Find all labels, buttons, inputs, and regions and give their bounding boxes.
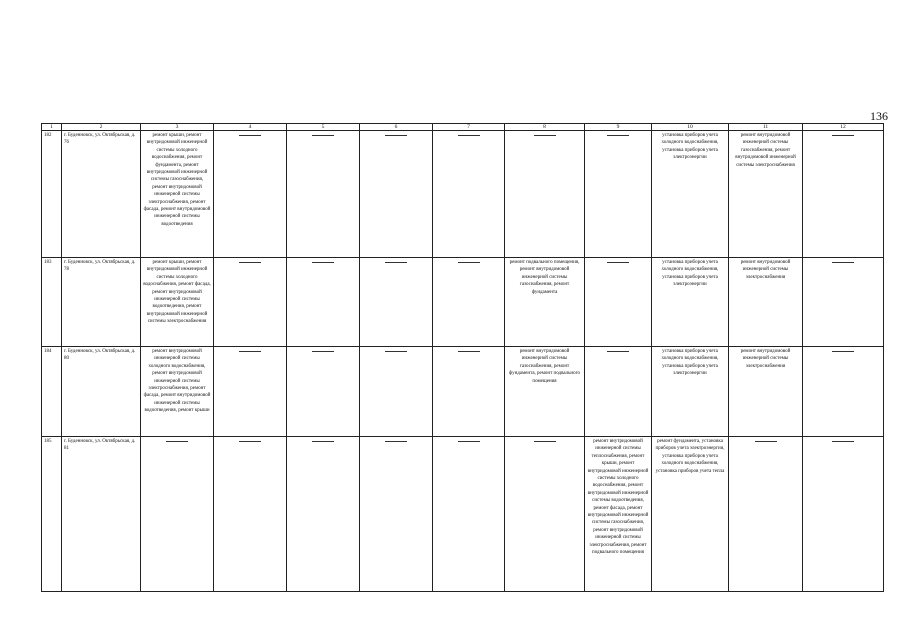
column-number: 12 [803,124,884,131]
dash-mark [832,441,854,442]
dash-mark [832,262,854,263]
dash-mark [607,351,629,352]
column-number: 2 [62,124,141,131]
dash-mark [755,441,777,442]
empty-cell [287,258,360,347]
empty-cell [585,347,652,437]
dash-mark [832,135,854,136]
empty-cell [360,347,433,437]
empty-cell [214,437,287,592]
dash-mark [607,135,629,136]
dash-mark [385,441,407,442]
column-number: 5 [287,124,360,131]
empty-cell [287,347,360,437]
column-number: 1 [42,124,62,131]
dash-mark [239,441,261,442]
table-row [42,347,884,437]
empty-cell [433,131,505,258]
column-number: 11 [729,124,803,131]
empty-cell [141,437,214,592]
work-list: установка приборов учета холодного водоснабжения, установка приборов учета электроэнергии [652,258,729,347]
row-address: г. Буденновск, ул. Октябрьская, д. 80 [62,347,141,437]
column-number-row [42,124,884,131]
work-list: ремонт крыши, ремонт внутридомовой инженерной системы холодного водоснабжения, ремонт фасада, ремонт внутридомовой инженерной системы водоотведения, ремонт внутридомовой инженерной системы электроснабжения [141,258,214,347]
column-number: 10 [652,124,729,131]
table-row [42,437,884,592]
dash-mark [534,441,556,442]
dash-mark [312,351,334,352]
dash-mark [239,135,261,136]
empty-cell [729,437,803,592]
row-number: 182 [42,131,62,258]
empty-cell [803,437,884,592]
dash-mark [385,135,407,136]
empty-cell [803,131,884,258]
row-address: г. Буденновск, ул. Октябрьская, д. 76 [62,131,141,258]
empty-cell [360,258,433,347]
empty-cell [803,347,884,437]
column-number: 8 [505,124,585,131]
table-row [42,131,884,258]
work-list: установка приборов учета холодного водоснабжения, установка приборов учета электроэнергии [652,347,729,437]
column-number: 6 [360,124,433,131]
page-number: 136 [870,109,888,123]
row-number: 183 [42,258,62,347]
dash-mark [385,351,407,352]
work-list: ремонт внутридомовой инженерной системы газоснабжения, ремонт внутридомовой инженерной системы электроснабжения [729,131,803,258]
column-number: 3 [141,124,214,131]
empty-cell [287,437,360,592]
empty-cell [287,131,360,258]
dash-mark [832,351,854,352]
dash-mark [166,441,188,442]
work-list: ремонт крыши, ремонт внутридомовой инженерной системы холодного водоснабжения, ремонт фундамента, ремонт внутридомовой инженерной системы газоснабжения, ремонт внутридомовой инженерной системы электроснабжения, ремонт фасада, ремонт внутридомовой инженерной системы водоотведения [141,131,214,258]
empty-cell [505,437,585,592]
dash-mark [239,351,261,352]
empty-cell [803,258,884,347]
column-number: 9 [585,124,652,131]
dash-mark [312,441,334,442]
row-number: 185 [42,437,62,592]
work-list: ремонт внутридомовой инженерной системы электроснабжения [729,258,803,347]
dash-mark [607,262,629,263]
work-list: ремонт фундамента, установка приборов учета электроэнергии, установка приборов учета холодного водоснабжения, установка приборов учета тепла [652,437,729,592]
empty-cell [585,131,652,258]
empty-cell [360,131,433,258]
work-list: ремонт внутридомовой инженерной системы газоснабжения, ремонт фундамента, ремонт подвального помещения [505,347,585,437]
dash-mark [458,441,480,442]
repair-schedule-table [41,123,884,592]
work-list: ремонт внутридомовой инженерной системы электроснабжения [729,347,803,437]
dash-mark [458,351,480,352]
empty-cell [214,347,287,437]
work-list: ремонт внутридомовой инженерной системы теплоснабжения, ремонт крыши, ремонт внутридомовой инженерной системы холодного водоснабжения, ремонт внутридомовой инженерной системы водоотведения, ремонт фасада, ремонт внутридомовой инженерной системы газоснабжения, ремонт внутридомовой инженерной системы электроснабжения, ремонт подвального помещения [585,437,652,592]
row-number: 184 [42,347,62,437]
table-row [42,258,884,347]
dash-mark [458,262,480,263]
empty-cell [360,437,433,592]
dash-mark [534,135,556,136]
empty-cell [585,258,652,347]
empty-cell [505,131,585,258]
empty-cell [433,258,505,347]
dash-mark [458,135,480,136]
row-address: г. Буденновск, ул. Октябрьская, д. 78 [62,258,141,347]
column-number: 4 [214,124,287,131]
dash-mark [385,262,407,263]
dash-mark [312,135,334,136]
empty-cell [214,131,287,258]
empty-cell [433,347,505,437]
row-address: г. Буденновск, ул. Октябрьская, д. 81 [62,437,141,592]
dash-mark [312,262,334,263]
dash-mark [239,262,261,263]
work-list: ремонт подвального помещения, ремонт внутридомовой инженерной системы газоснабжения, ремонт фундамента [505,258,585,347]
column-number: 7 [433,124,505,131]
empty-cell [214,258,287,347]
work-list: ремонт внутридомовой инженерной системы холодного водоснабжения, ремонт внутридомовой инженерной системы электроснабжения, ремонт фасада, ремонт внутридомовой инженерной системы водоотведения, ремонт крыши [141,347,214,437]
empty-cell [433,437,505,592]
work-list: установка приборов учета холодного водоснабжения, установка приборов учета электроэнергии [652,131,729,258]
